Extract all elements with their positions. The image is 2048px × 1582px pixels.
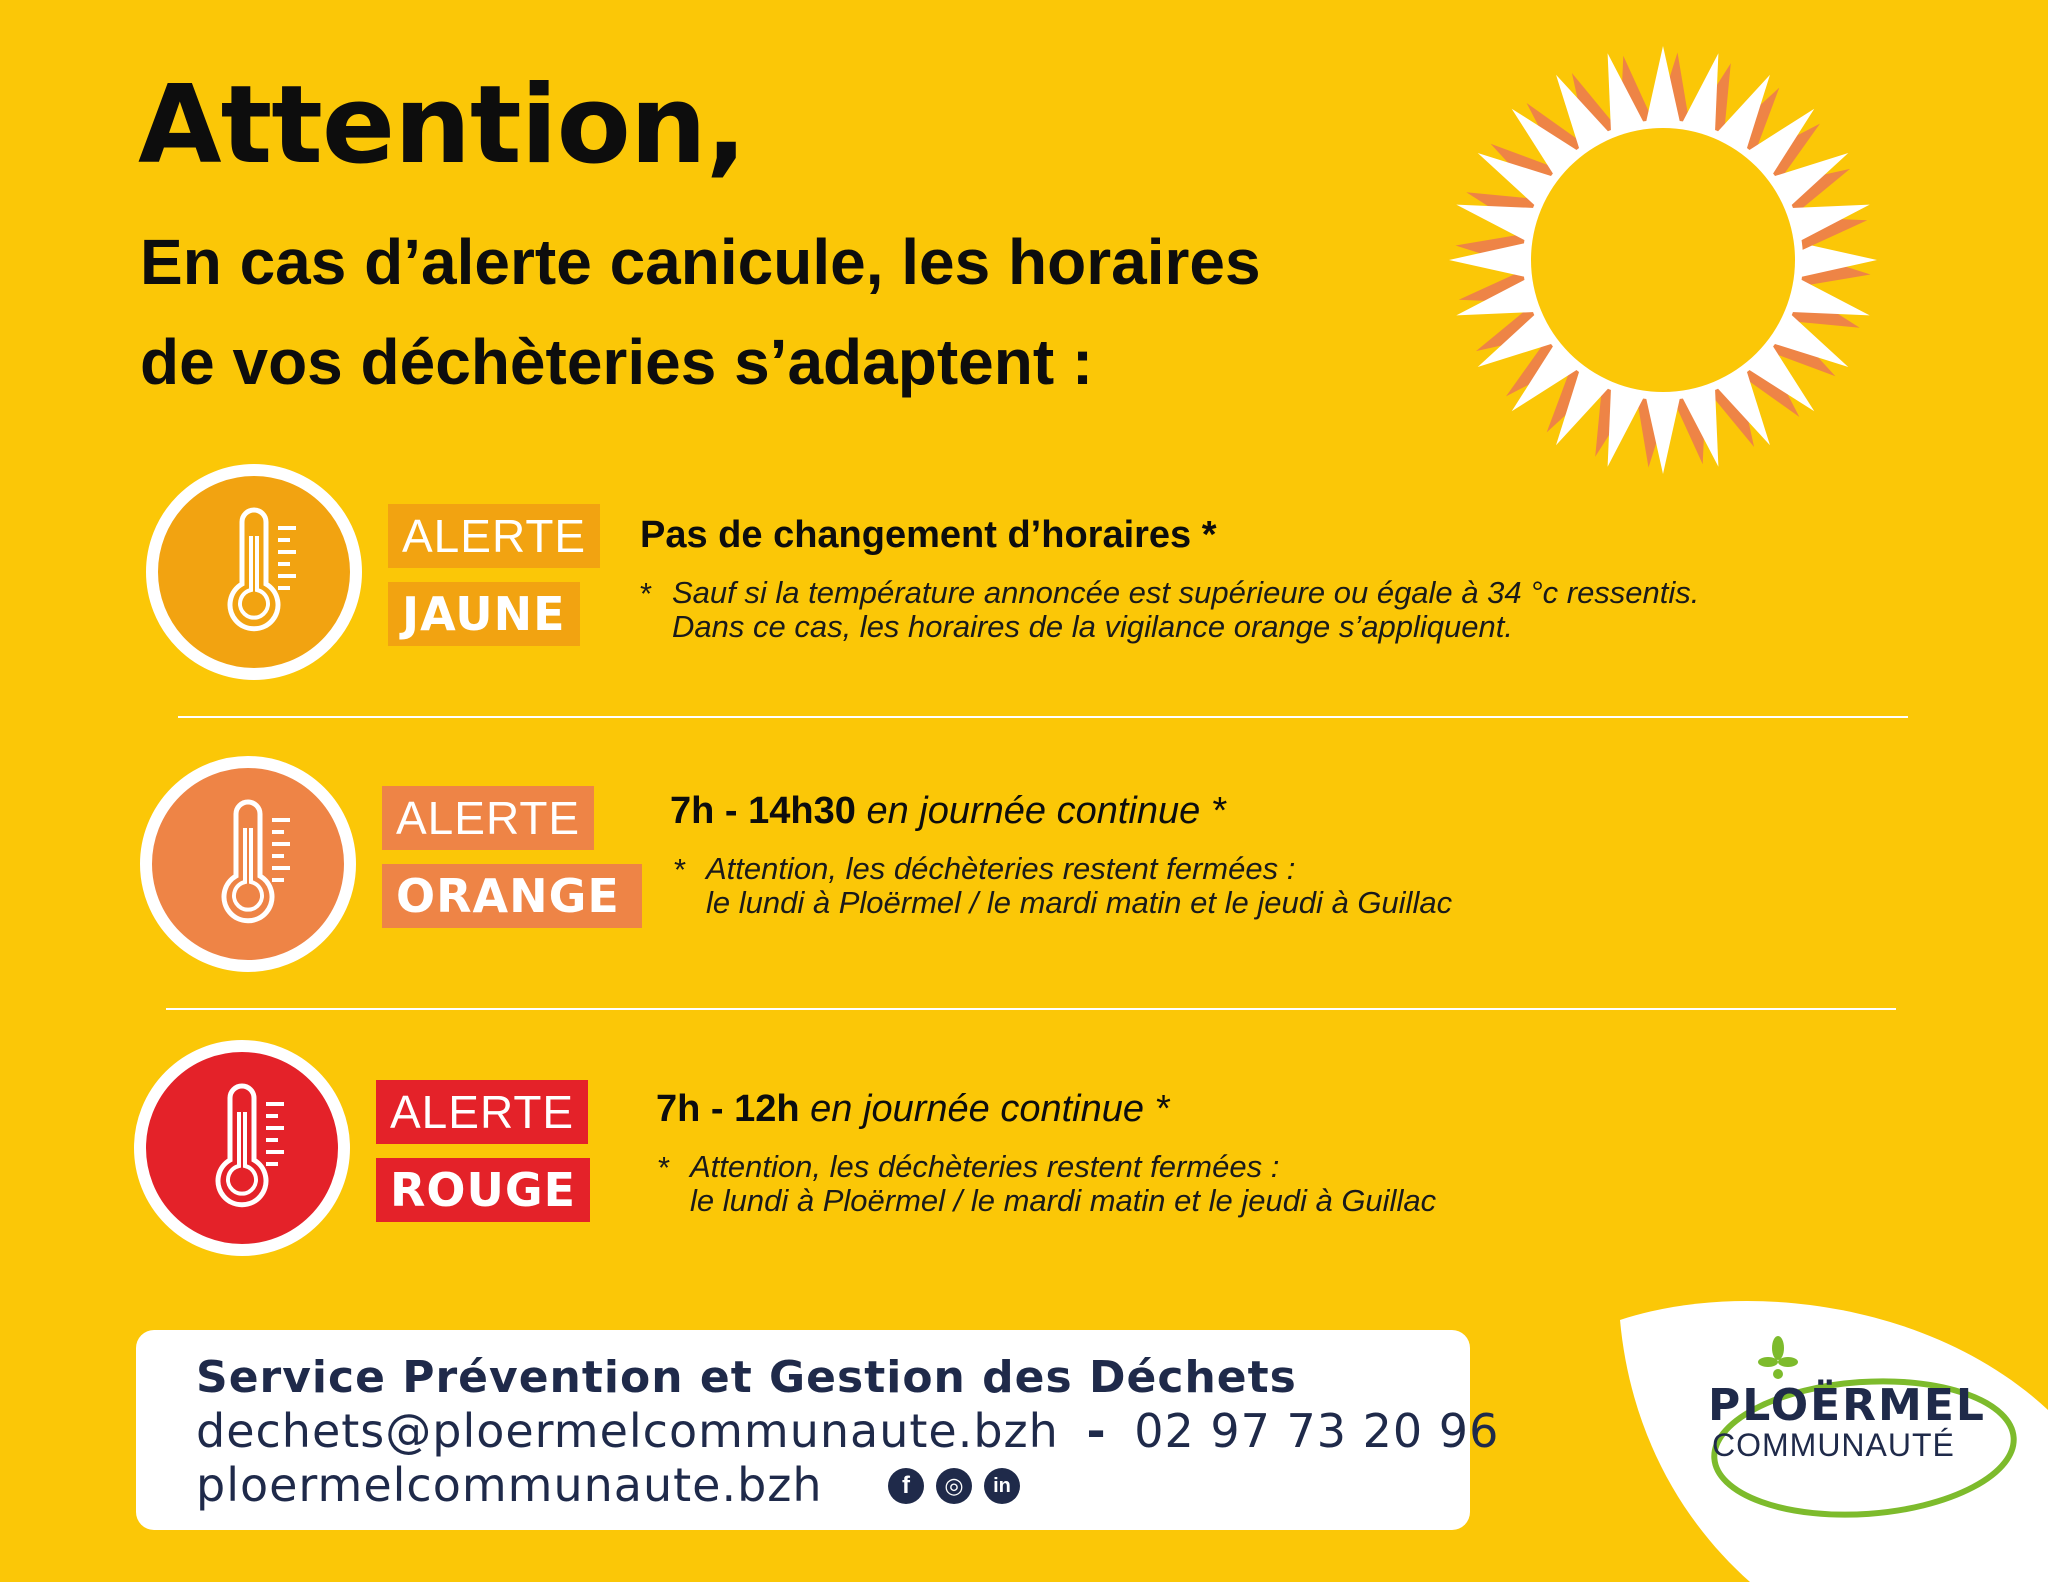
alert-red-note-line-2: le lundi à Ploërmel / le mardi matin et le jeudi à Guillac [690, 1183, 1437, 1218]
alert-yellow-note-star: * [640, 576, 653, 611]
alert-yellow-note-line-1: Sauf si la température annoncée est supérieure ou égale à 34 °c ressentis. [672, 575, 1700, 610]
alert-red-note [690, 1150, 1436, 1218]
alert-orange-main-italic: en journée continue * [866, 790, 1226, 832]
linkedin-icon[interactable]: in [984, 1468, 1020, 1504]
thermometer-orange-icon [140, 756, 356, 972]
sun-icon [1440, 40, 1900, 480]
ploermel-communaute-logo [1600, 1290, 2048, 1582]
subtitle-line-1: En cas d’alerte canicule, les horaires [140, 226, 1261, 298]
alert-yellow-main-bold: Pas de changement d’horaires * [640, 514, 1217, 556]
alert-red-note-line-1: Attention, les déchèteries restent fermées : [690, 1149, 1280, 1184]
alert-red-tag-bottom: ROUGE [376, 1158, 590, 1222]
alert-orange-note-line-1: Attention, les déchèteries restent fermées : [706, 851, 1296, 886]
alert-red-main [656, 1088, 1169, 1131]
thermometer-red-icon [134, 1040, 350, 1256]
alert-yellow-tag-bottom: JAUNE [388, 582, 580, 646]
contact-line [196, 1404, 1499, 1458]
alert-orange-tag-bottom: ORANGE [382, 864, 642, 928]
alert-orange-main [670, 790, 1226, 833]
alert-orange-note [706, 852, 1452, 920]
website-link[interactable]: ploermelcommunaute.bzh [196, 1458, 823, 1512]
alert-yellow-main [640, 514, 1217, 557]
instagram-icon[interactable]: ◎ [936, 1468, 972, 1504]
alert-red-tag-top: ALERTE [376, 1080, 588, 1144]
divider [178, 716, 1908, 718]
divider [166, 1008, 1896, 1010]
service-name: Service Prévention et Gestion des Déchets [196, 1352, 1297, 1403]
facebook-icon[interactable]: f [888, 1468, 924, 1504]
logo-line-2: COMMUNAUTÉ [1712, 1427, 1955, 1463]
alert-yellow-note [672, 576, 1699, 644]
phone-number[interactable]: 02 97 73 20 96 [1134, 1404, 1500, 1458]
alert-red-main-bold: 7h - 12h [656, 1088, 800, 1130]
thermometer-yellow-icon [146, 464, 362, 680]
logo-line-1: PLOËRMEL [1708, 1380, 1986, 1431]
alert-red-main-italic: en journée continue * [810, 1088, 1170, 1130]
alert-orange-note-star: * [674, 852, 687, 887]
contact-box [136, 1330, 1500, 1530]
page-title: Attention, [138, 63, 746, 188]
alert-red-note-star: * [658, 1150, 671, 1185]
alert-orange-main-bold: 7h - 14h30 [670, 790, 856, 832]
email-link[interactable]: dechets@ploermelcommunaute.bzh [196, 1404, 1059, 1458]
contact-separator: - [1086, 1404, 1107, 1458]
page-subtitle [140, 212, 1440, 412]
alert-orange-note-line-2: le lundi à Ploërmel / le mardi matin et le jeudi à Guillac [706, 885, 1453, 920]
alert-yellow-tag-top: ALERTE [388, 504, 600, 568]
alert-yellow-note-line-2: Dans ce cas, les horaires de la vigilance orange s’appliquent. [672, 609, 1513, 644]
subtitle-line-2: de vos déchèteries s’adaptent : [140, 326, 1094, 398]
alert-orange-tag-top: ALERTE [382, 786, 594, 850]
